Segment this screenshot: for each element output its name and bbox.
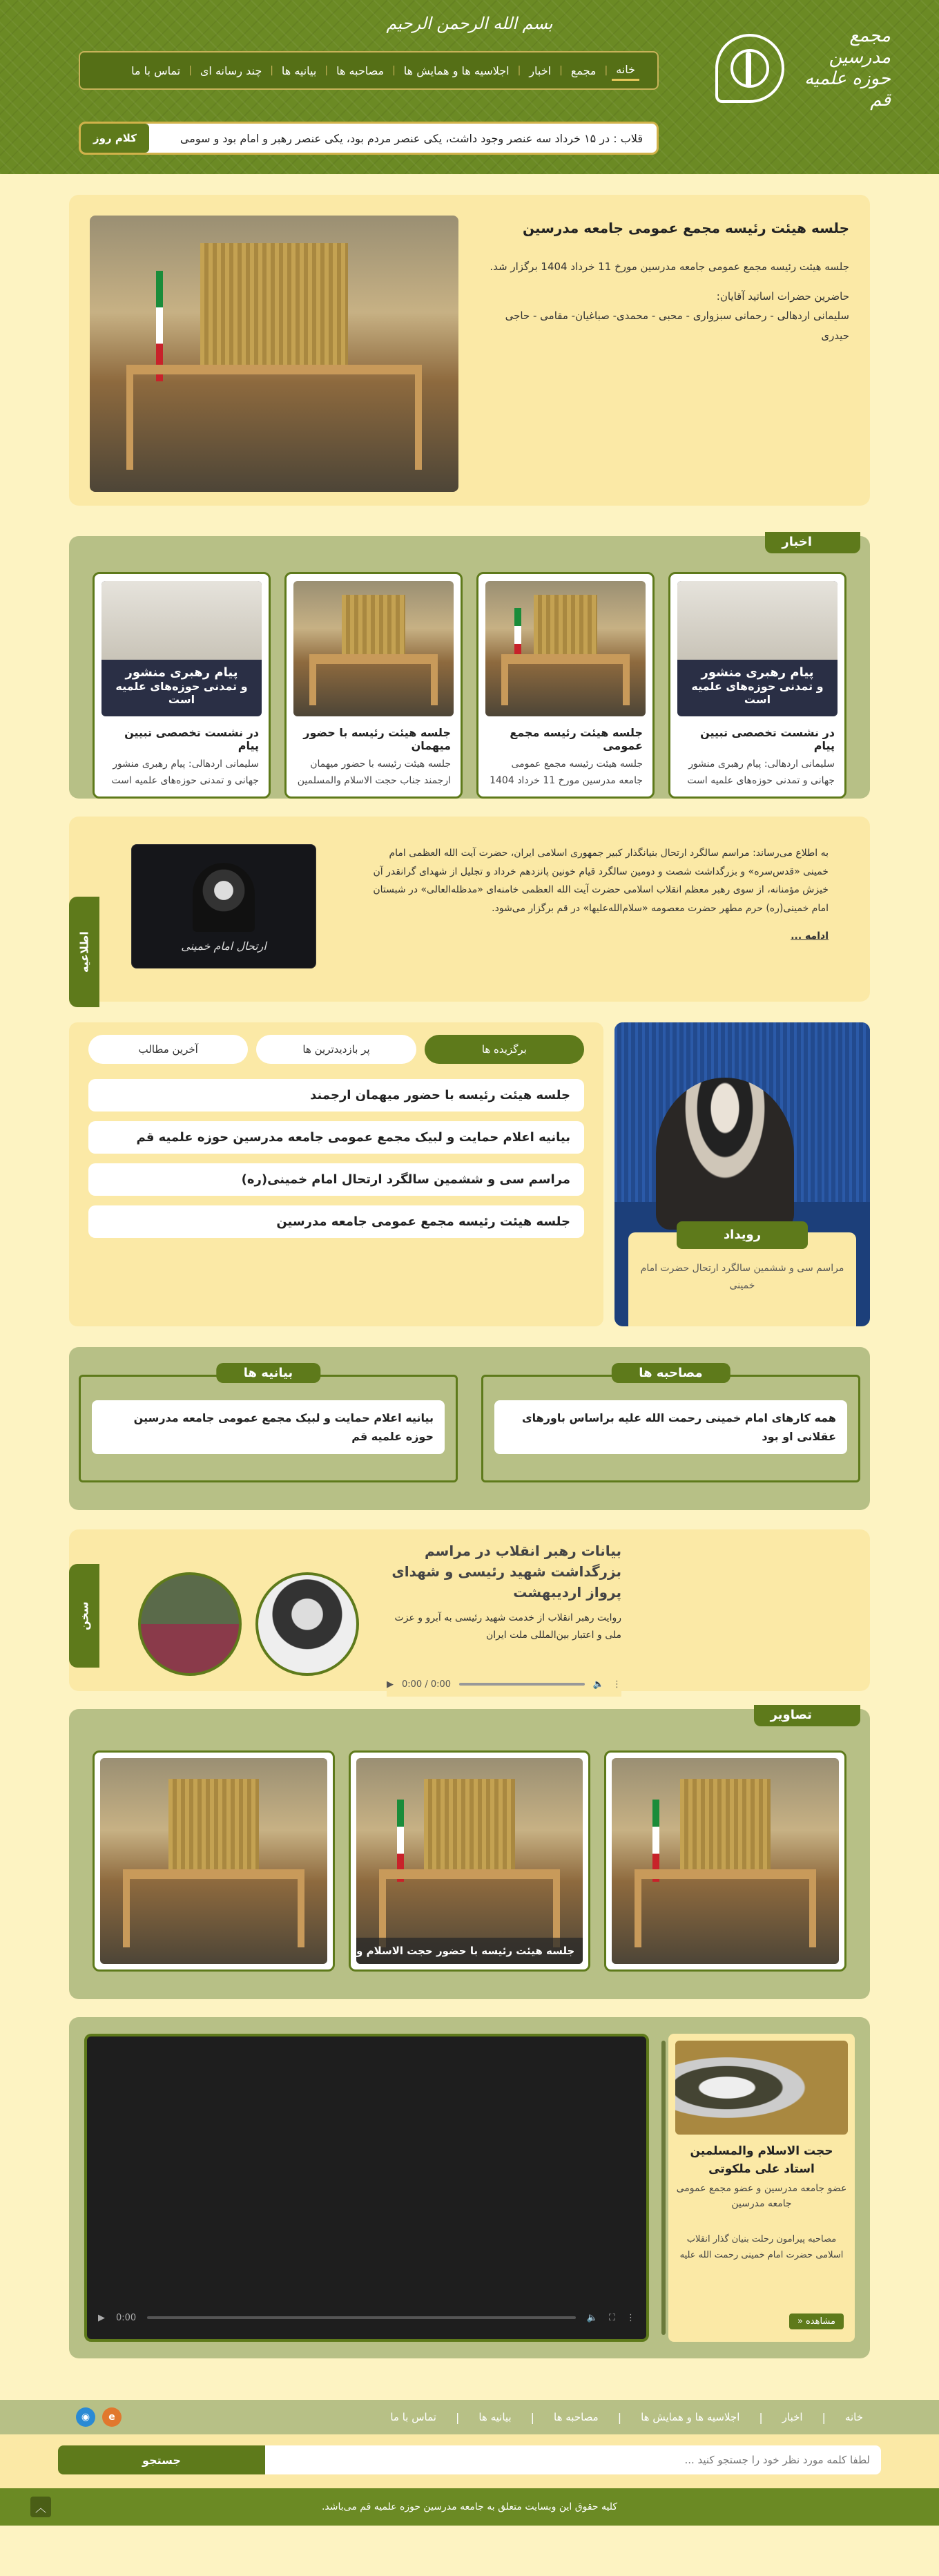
news-card-summary: سلیمانی اردهالی: پیام رهبری منشور جهانی و تمدنی حوزه‌های علمیه است xyxy=(111,759,259,786)
video-fullscreen-icon[interactable]: ⛶ xyxy=(608,2312,615,2323)
speech-section xyxy=(69,1529,870,1691)
gallery-card[interactable] xyxy=(349,1750,591,1972)
logo-emblem-icon xyxy=(715,34,784,103)
audio-play-icon[interactable]: ▶ xyxy=(387,1679,394,1690)
speech-images xyxy=(138,1540,359,1691)
gallery-list xyxy=(93,1750,846,1972)
site-footer xyxy=(0,2400,939,2526)
speech-image[interactable] xyxy=(255,1572,359,1676)
news-card-image xyxy=(293,581,454,716)
news-section-title[interactable]: اخبار xyxy=(765,532,860,553)
news-card[interactable] xyxy=(476,572,655,799)
news-ticker xyxy=(79,122,659,155)
footer-separator: | xyxy=(530,2410,535,2424)
nav-multimedia[interactable]: چند رسانه ای xyxy=(200,64,262,77)
event-caption[interactable]: مراسم سی و ششمین سالگرد ارتحال حضرت امام خمینی xyxy=(640,1263,844,1292)
nav-statements[interactable]: بیانیه ها xyxy=(281,64,317,77)
footer-link-contact[interactable]: تماس با ما xyxy=(390,2411,436,2423)
list-item[interactable]: جلسه هیئت رئیسه با حضور میهمان ارجمند xyxy=(88,1079,584,1112)
video-time: 0:00 xyxy=(116,2312,137,2323)
interviews-statements-section xyxy=(69,1347,870,1510)
poster-line-2: و تمدنی حوزه‌های علمیه است xyxy=(691,679,824,706)
event-title: رویداد xyxy=(677,1221,808,1249)
poster-line-1: پیام رهبری منشور xyxy=(125,665,238,680)
poster-line-1: پیام رهبری منشور xyxy=(701,665,814,680)
gallery-section xyxy=(69,1709,870,1999)
news-section xyxy=(69,536,870,799)
audio-volume-icon[interactable]: 🔈 xyxy=(592,1679,604,1690)
nav-conferences[interactable]: اجلاسیه ها و همایش ها xyxy=(403,64,510,77)
footer-link-interviews[interactable]: مصاحبه ها xyxy=(554,2411,599,2423)
list-item[interactable]: جلسه هیئت رئیسه مجمع عمومی جامعه مدرسین xyxy=(88,1205,584,1238)
video-player[interactable] xyxy=(84,2034,649,2342)
copyright-text: کلیه حقوق این وبسایت متعلق به جامعه مدرسین حوزه علمیه قم می‌باشد. xyxy=(321,2501,618,2512)
news-card-title[interactable]: جلسه هیئت رئیسه با حضور میهمان xyxy=(303,726,451,752)
video-menu-icon[interactable]: ⋮ xyxy=(626,2312,635,2323)
footer-link-home[interactable]: خانه xyxy=(844,2411,863,2423)
video-play-icon[interactable]: ▶ xyxy=(98,2312,105,2323)
interviews-title[interactable]: مصاحبه ها xyxy=(611,1363,730,1383)
social-links xyxy=(76,2407,122,2427)
poster-line-2: و تمدنی حوزه‌های علمیه است xyxy=(115,679,248,706)
featured-attendees: سلیمانی اردهالی - رحمانی سبزواری - محبی - محمدی- صباغیان- مقامی - حاجی حیدری xyxy=(505,309,849,342)
news-card[interactable] xyxy=(284,572,463,799)
scholar-role: عضو جامعه مدرسین و عضو مجمع عمومی جامعه مدرسین xyxy=(676,2183,847,2210)
video-description: مصاحبه پیرامون رحلت بنیان گذار انقلاب اسلامی حضرت امام خمینی رحمت الله علیه xyxy=(679,2233,844,2261)
nav-contact[interactable]: تماس با ما xyxy=(131,64,181,77)
news-poster-image xyxy=(677,581,838,716)
news-card-image xyxy=(485,581,646,716)
tab-list xyxy=(88,1079,584,1238)
copyright-bar xyxy=(0,2488,939,2526)
news-poster-image xyxy=(101,581,262,716)
bismillah: بسم الله الرحمن الرحیم xyxy=(386,14,553,33)
footer-link-conferences[interactable]: اجلاسیه ها و همایش ها xyxy=(641,2411,740,2423)
interview-item[interactable]: همه کارهای امام خمینی رحمت الله علیه براساس باورهای عقلانی او بود xyxy=(494,1400,847,1454)
footer-separator: | xyxy=(455,2410,460,2424)
footer-link-statements[interactable]: بیانیه ها xyxy=(478,2411,512,2423)
banner-caption: ارتحال امام خمینی xyxy=(181,939,267,953)
eitaa-icon[interactable]: e xyxy=(102,2407,122,2427)
announcement-body xyxy=(365,844,842,1002)
scroll-to-top-icon[interactable]: ︿ xyxy=(30,2497,51,2517)
nav-separator: | xyxy=(325,65,329,76)
news-card-summary: جلسه هیئت رئیسه مجمع عمومی جامعه مدرسین مورخ 11 خرداد 1404 xyxy=(490,759,643,786)
announcement-more-link[interactable]: ادامه ... xyxy=(791,931,829,942)
news-list xyxy=(93,572,846,799)
featured-article xyxy=(69,195,870,506)
scrollbar[interactable] xyxy=(661,2041,666,2335)
news-card-summary: سلیمانی اردهالی: پیام رهبری منشور جهانی و تمدنی حوزه‌های علمیه است xyxy=(687,759,835,786)
announcement-text: به اطلاع می‌رساند: مراسم سالگرد ارتحال بنیانگذار کبیر جمهوری اسلامی ایران، حضرت آیت الله العظمی امام خمینی «قدس‌سره» و بزرگداشت شصت و دومین سالگرد قیام خونین پانزدهم خرداد و تجلیل از شهدای گرانقدر آن خیزش مؤمنانه، از سوی رهبر معظم انقلاب اسلامی حضرت آیت الله العظمی خامنه‌ای «مدظله‌العالی» در شبستان امام خمینی(ره) حرم مطهر حضرت معصومه «سلام‌الله‌علیها» در قم برگزار می‌شود. xyxy=(373,848,829,914)
search-input[interactable] xyxy=(265,2445,881,2474)
audio-player xyxy=(387,1672,621,1697)
announcement-banner-image[interactable] xyxy=(131,844,316,969)
news-card[interactable] xyxy=(93,572,271,799)
announcement-section xyxy=(69,817,870,1002)
gallery-caption: جلسه هیئت رئیسه با حضور حجت الاسلام و xyxy=(356,1938,583,1964)
scholar-photo xyxy=(675,2041,848,2135)
nav-separator: | xyxy=(270,65,273,76)
event-caption-box xyxy=(628,1228,856,1326)
announcement-side-label: اطلاعیه xyxy=(69,897,99,1007)
featured-title[interactable]: جلسه هیئت رئیسه مجمع عمومی جامعه مدرسین xyxy=(523,220,849,236)
audio-progress-bar[interactable] xyxy=(459,1683,585,1686)
ticker-text[interactable]: قلاب : در ۱۵ خرداد سه عنصر وجود داشت، یکی عنصر مردم بود، یکی عنصر رهبر و امام بود و سومی xyxy=(180,131,643,145)
gallery-image xyxy=(100,1758,327,1964)
scholar-card[interactable] xyxy=(668,2034,855,2342)
footer-nav xyxy=(0,2400,939,2434)
footer-separator: | xyxy=(822,2410,826,2424)
video-volume-icon[interactable]: 🔈 xyxy=(586,2312,598,2323)
video-section xyxy=(69,2017,870,2358)
news-card-title[interactable]: در نشست تخصصی تبیین پیام xyxy=(124,726,259,752)
news-card-summary: جلسه هیئت رئیسه با حضور میهمان ارجمند جناب حجت الاسلام والمسلمین xyxy=(297,759,451,786)
nav-separator: | xyxy=(188,65,192,76)
event-image xyxy=(656,1078,794,1230)
statements-box xyxy=(79,1366,458,1482)
footer-separator: | xyxy=(617,2410,622,2424)
scholar-name: حجت الاسلام والمسلمین استاد علی ملکوتی xyxy=(690,2144,833,2176)
footer-search xyxy=(0,2434,939,2488)
tab-featured[interactable]: برگزیده ها xyxy=(425,1035,584,1064)
nav-separator: | xyxy=(604,65,608,76)
speech-text xyxy=(387,1540,621,1691)
gallery-image xyxy=(356,1758,583,1964)
search-button[interactable]: جستجو xyxy=(58,2445,265,2474)
highlights-row xyxy=(69,1022,870,1326)
event-box[interactable] xyxy=(614,1022,870,1326)
statement-item[interactable]: بیانیه اعلام حمایت و لبیک مجمع عمومی جامعه مدرسین حوزه علمیه قم xyxy=(92,1400,445,1454)
nav-assembly[interactable]: مجمع xyxy=(570,64,597,77)
video-controls xyxy=(98,2307,635,2328)
nav-separator: | xyxy=(392,65,396,76)
nav-separator: | xyxy=(517,65,521,76)
tab-latest[interactable]: آخرین مطالب xyxy=(88,1035,248,1064)
main-nav xyxy=(79,51,659,90)
content-tabs xyxy=(69,1022,603,1326)
featured-image[interactable] xyxy=(90,216,458,492)
nav-interviews[interactable]: مصاحبه ها xyxy=(336,64,385,77)
featured-text xyxy=(486,216,849,485)
featured-attendees-label: حاضرین حضرات اساتید آقایان: xyxy=(716,289,849,303)
gallery-card[interactable] xyxy=(93,1750,335,1972)
list-item[interactable]: بیانیه اعلام حمایت و لبیک مجمع عمومی جامعه مدرسین حوزه علمیه قم xyxy=(88,1121,584,1154)
footer-link-news[interactable]: اخبار xyxy=(782,2411,803,2423)
site-logo[interactable] xyxy=(711,23,891,113)
audio-menu-icon[interactable]: ⋮ xyxy=(612,1679,621,1690)
ticker-label: کلام روز xyxy=(81,124,149,153)
nav-news[interactable]: اخبار xyxy=(529,64,552,77)
tab-bar xyxy=(88,1035,584,1064)
footer-separator: | xyxy=(759,2410,763,2424)
nav-home[interactable]: خانه xyxy=(612,60,639,81)
video-progress-bar[interactable] xyxy=(147,2316,576,2319)
bale-icon[interactable]: ◉ xyxy=(76,2407,95,2427)
gallery-image xyxy=(612,1758,839,1964)
news-card[interactable] xyxy=(668,572,846,799)
tab-most-viewed[interactable]: پر بازدیدترین ها xyxy=(256,1035,416,1064)
speech-title[interactable]: بیانات رهبر انقلاب در مراسم بزرگداشت شهید رئیسی و شهدای پرواز اردیبهشت xyxy=(391,1543,621,1601)
speech-image[interactable] xyxy=(138,1572,242,1676)
interviews-box xyxy=(481,1366,860,1482)
news-card-title[interactable]: جلسه هیئت رئیسه مجمع عمومی xyxy=(510,726,643,752)
featured-intro: جلسه هیئت رئیسه مجمع عمومی جامعه مدرسین مورخ 11 خرداد 1404 برگزار شد. xyxy=(490,260,849,273)
audio-time: 0:00 / 0:00 xyxy=(402,1679,452,1690)
speech-side-label: سخن xyxy=(69,1564,99,1668)
statements-title[interactable]: بیانیه ها xyxy=(216,1363,320,1383)
nav-separator: | xyxy=(559,65,563,76)
gallery-section-title[interactable]: تصاویر xyxy=(754,1705,860,1726)
logo-text: مجمع مدرسین حوزه علمیه قم xyxy=(804,25,891,111)
news-card-title[interactable]: در نشست تخصصی تبیین پیام xyxy=(700,726,835,752)
speech-summary: روایت رهبر انقلاب از خدمت شهید رئیسی به آبرو و عزت ملی و اعتبار بین‌المللی ملت ایران xyxy=(394,1612,621,1641)
gallery-card[interactable] xyxy=(604,1750,846,1972)
site-header xyxy=(0,0,939,174)
list-item[interactable]: مراسم سی و ششمین سالگرد ارتحال امام خمینی(ره) xyxy=(88,1163,584,1196)
watch-button[interactable]: مشاهده « xyxy=(789,2313,844,2329)
